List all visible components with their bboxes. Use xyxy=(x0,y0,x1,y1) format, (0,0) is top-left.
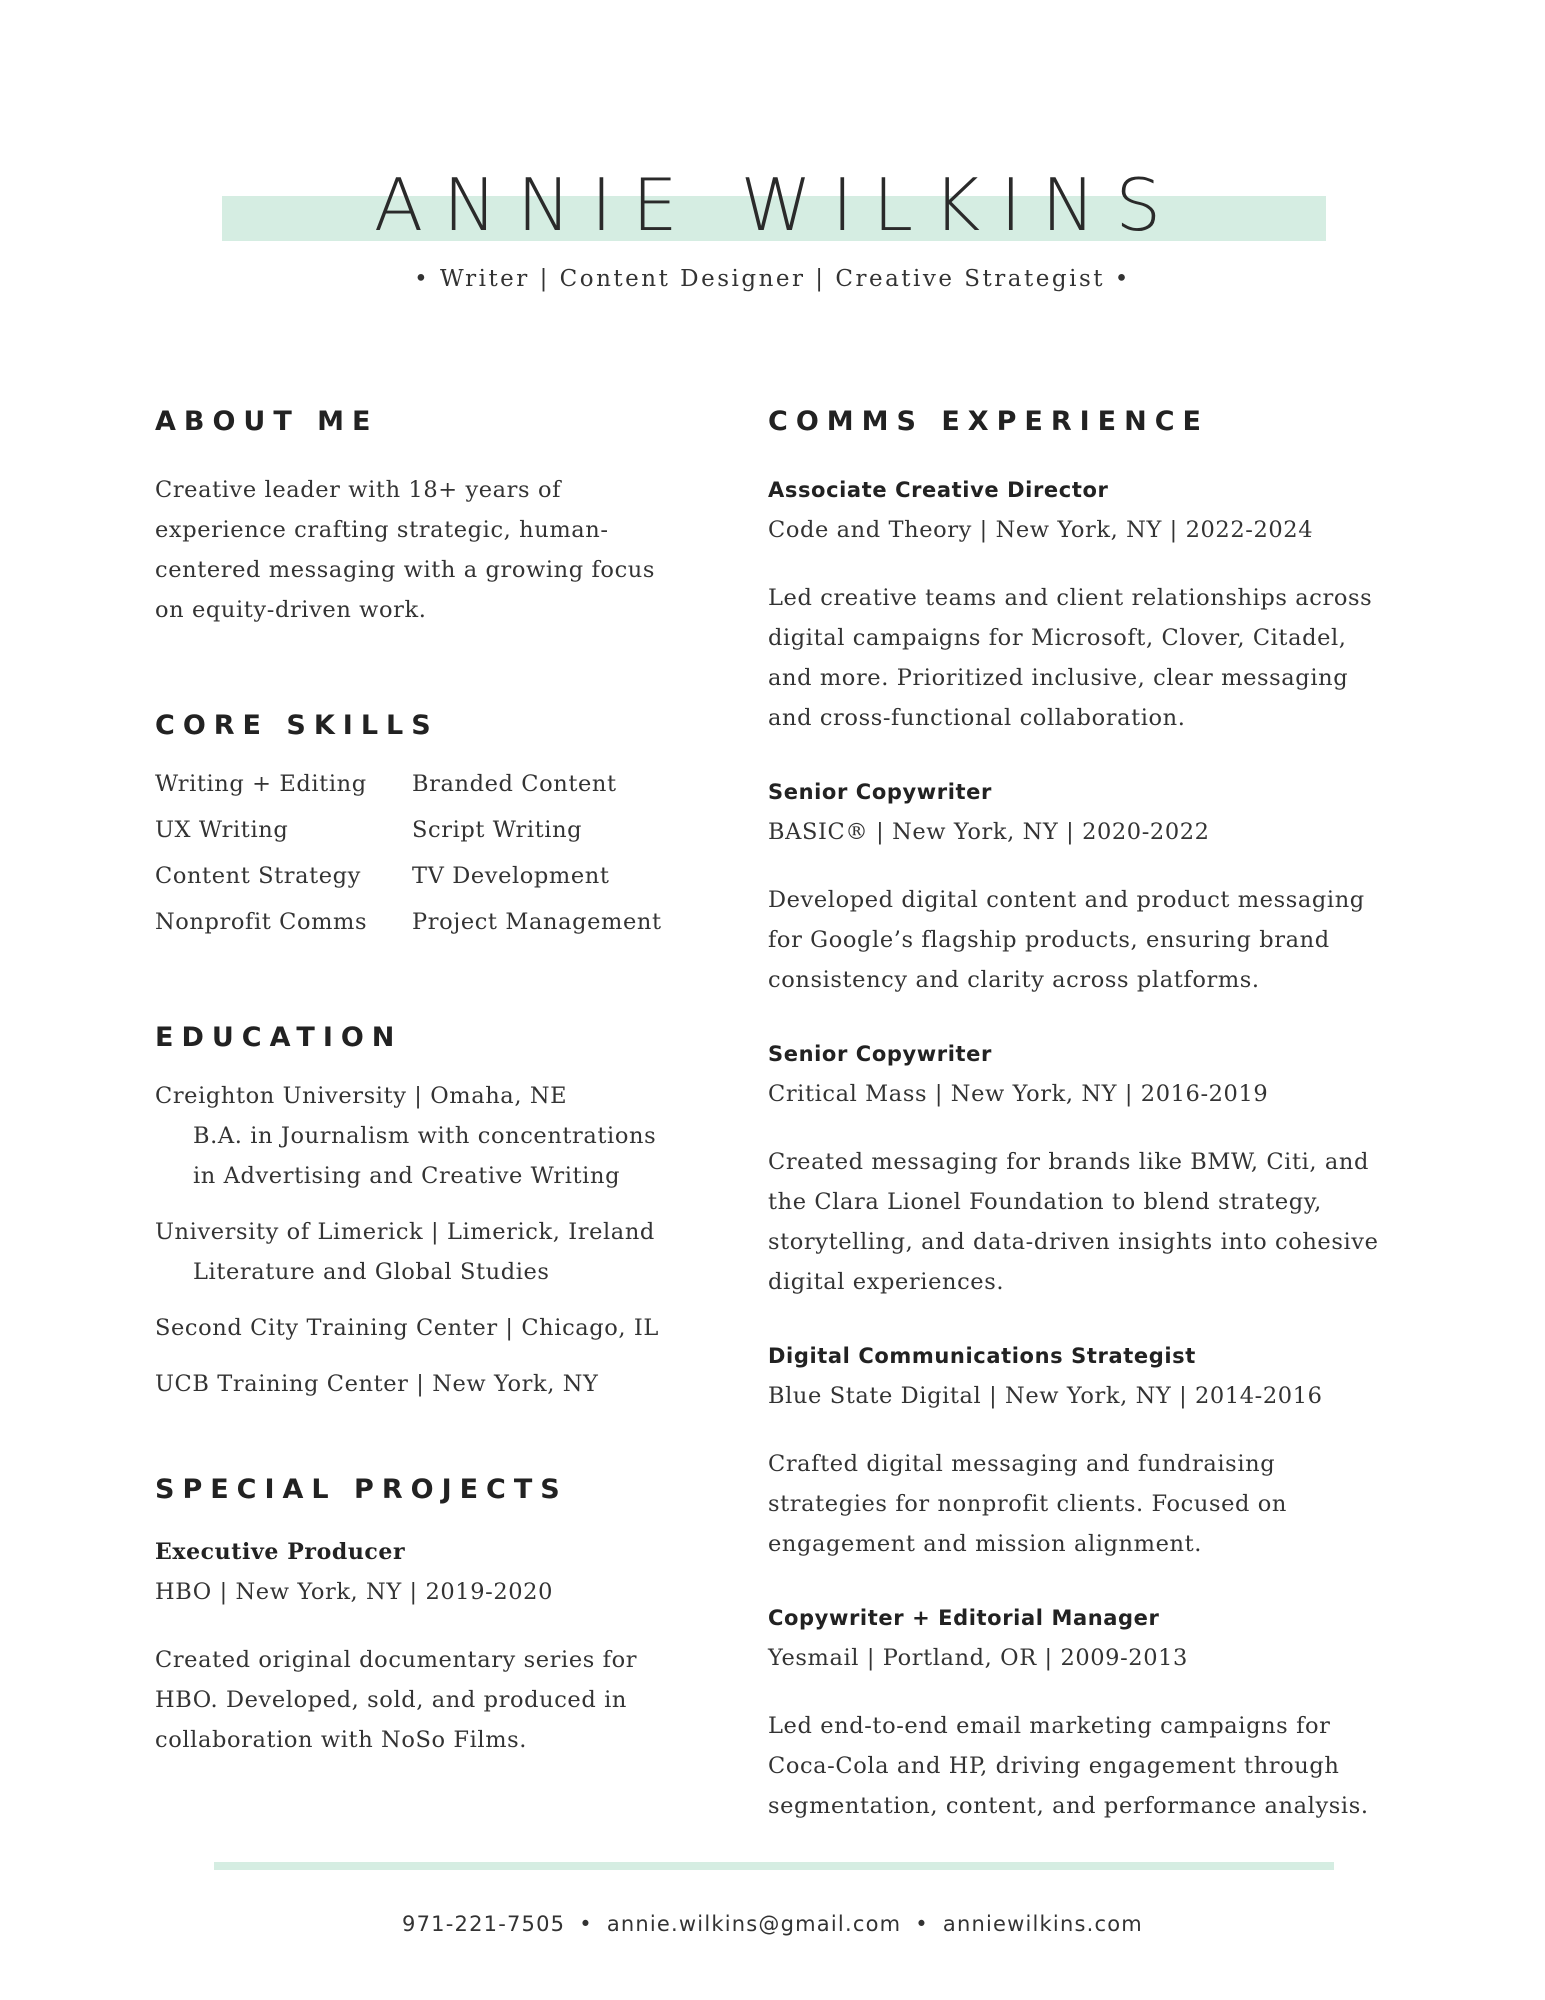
left-column xyxy=(155,398,695,1794)
project-meta: HBO | New York, NY | 2019-2020 xyxy=(155,1579,554,1605)
job-meta: BASIC® | New York, NY | 2020-2022 xyxy=(768,819,1210,845)
contact-footer xyxy=(0,1912,1545,1936)
projects-section xyxy=(155,1466,695,1760)
email-link[interactable]: annie.wilkins@gmail.com xyxy=(606,1912,902,1936)
job-line: storytelling, and data-driven insights into cohesive xyxy=(768,1229,1379,1255)
education-school: UCB Training Center | New York, NY xyxy=(155,1371,599,1397)
job-entry xyxy=(768,1034,1428,1302)
tagline: • Writer | Content Designer | Creative Strategist • xyxy=(414,266,1131,292)
skill-item: Project Management xyxy=(412,909,662,935)
candidate-name: ANNIE WILKINS xyxy=(373,163,1182,247)
job-line: for Google’s flagship products, ensuring brand xyxy=(768,927,1330,953)
job-description xyxy=(768,880,1428,1000)
skills-grid xyxy=(155,764,695,942)
about-line: experience crafting strategic, human- xyxy=(155,517,609,543)
job-line: Crafted digital messaging and fundraising xyxy=(768,1451,1276,1477)
about-title: ABOUT ME xyxy=(155,406,379,437)
education-item xyxy=(155,1308,695,1348)
job-line: and more. Prioritized inclusive, clear messaging xyxy=(768,665,1349,691)
job-line: consistency and clarity across platforms. xyxy=(768,967,1260,993)
job-entry xyxy=(768,470,1428,738)
job-description xyxy=(768,1444,1428,1564)
job-line: Led creative teams and client relationships across xyxy=(768,585,1373,611)
education-detail: in Advertising and Creative Writing xyxy=(193,1163,621,1189)
job-title: Copywriter + Editorial Manager xyxy=(768,1606,1160,1630)
footer-separator: • xyxy=(915,1912,929,1936)
job-line: engagement and mission alignment. xyxy=(768,1531,1202,1557)
education-section xyxy=(155,1014,695,1404)
skill-item: Content Strategy xyxy=(155,863,361,889)
job-line: Developed digital content and product messaging xyxy=(768,887,1365,913)
skill-item: Nonprofit Comms xyxy=(155,909,368,935)
website-link[interactable]: anniewilkins.com xyxy=(942,1912,1143,1936)
phone-number: 971-221-7505 xyxy=(402,1912,566,1936)
projects-title: SPECIAL PROJECTS xyxy=(155,1474,568,1505)
job-title: Senior Copywriter xyxy=(768,780,992,804)
skill-item: TV Development xyxy=(412,863,610,889)
job-meta: Critical Mass | New York, NY | 2016-2019 xyxy=(768,1081,1269,1107)
education-title: EDUCATION xyxy=(155,1022,403,1053)
job-line: segmentation, content, and performance analysis. xyxy=(768,1793,1369,1819)
experience-title: COMMS EXPERIENCE xyxy=(768,406,1209,437)
education-school: University of Limerick | Limerick, Ireland xyxy=(155,1219,655,1245)
job-line: Coca-Cola and HP, driving engagement through xyxy=(768,1753,1340,1779)
job-entry xyxy=(768,772,1428,1000)
project-line: HBO. Developed, sold, and produced in xyxy=(155,1687,627,1713)
education-school: Second City Training Center | Chicago, IL xyxy=(155,1315,659,1341)
project-description xyxy=(155,1640,695,1760)
skill-item: Branded Content xyxy=(412,771,617,797)
job-line: digital campaigns for Microsoft, Clover, Citadel, xyxy=(768,625,1347,651)
skills-title: CORE SKILLS xyxy=(155,710,439,741)
project-role: Executive Producer xyxy=(155,1539,406,1565)
job-line: strategies for nonprofit clients. Focused on xyxy=(768,1491,1288,1517)
education-item xyxy=(155,1076,695,1196)
job-title: Senior Copywriter xyxy=(768,1042,992,1066)
job-line: digital experiences. xyxy=(768,1269,1005,1295)
about-line: centered messaging with a growing focus xyxy=(155,557,656,583)
skill-item: Writing + Editing xyxy=(155,771,367,797)
job-meta: Code and Theory | New York, NY | 2022-2024 xyxy=(768,517,1314,543)
about-line: on equity-driven work. xyxy=(155,597,427,623)
experience-section xyxy=(768,398,1428,1826)
job-entry xyxy=(768,1336,1428,1564)
job-description xyxy=(768,1706,1428,1826)
job-title: Digital Communications Strategist xyxy=(768,1344,1196,1368)
job-title: Associate Creative Director xyxy=(768,478,1109,502)
education-item xyxy=(155,1212,695,1292)
project-line: collaboration with NoSo Films. xyxy=(155,1727,528,1753)
education-detail: B.A. in Journalism with concentrations xyxy=(193,1123,657,1149)
skill-item: Script Writing xyxy=(412,817,583,843)
job-meta: Blue State Digital | New York, NY | 2014-2016 xyxy=(768,1383,1323,1409)
about-line: Creative leader with 18+ years of xyxy=(155,477,562,503)
footer-divider xyxy=(214,1862,1334,1870)
job-meta: Yesmail | Portland, OR | 2009-2013 xyxy=(768,1645,1188,1671)
job-entry xyxy=(768,1598,1428,1826)
about-section xyxy=(155,398,695,630)
skill-item: UX Writing xyxy=(155,817,289,843)
right-column xyxy=(768,398,1428,1826)
job-description xyxy=(768,578,1428,738)
footer-separator: • xyxy=(579,1912,593,1936)
skills-section xyxy=(155,702,695,942)
education-detail: Literature and Global Studies xyxy=(193,1259,550,1285)
job-line: Created messaging for brands like BMW, Citi, and xyxy=(768,1149,1369,1175)
job-description xyxy=(768,1142,1428,1302)
about-text xyxy=(155,470,695,630)
job-line: and cross-functional collaboration. xyxy=(768,705,1186,731)
education-school: Creighton University | Omaha, NE xyxy=(155,1083,568,1109)
job-line: Led end-to-end email marketing campaigns for xyxy=(768,1713,1331,1739)
project-line: Created original documentary series for xyxy=(155,1647,638,1673)
job-line: the Clara Lionel Foundation to blend strategy, xyxy=(768,1189,1322,1215)
education-item xyxy=(155,1364,695,1404)
